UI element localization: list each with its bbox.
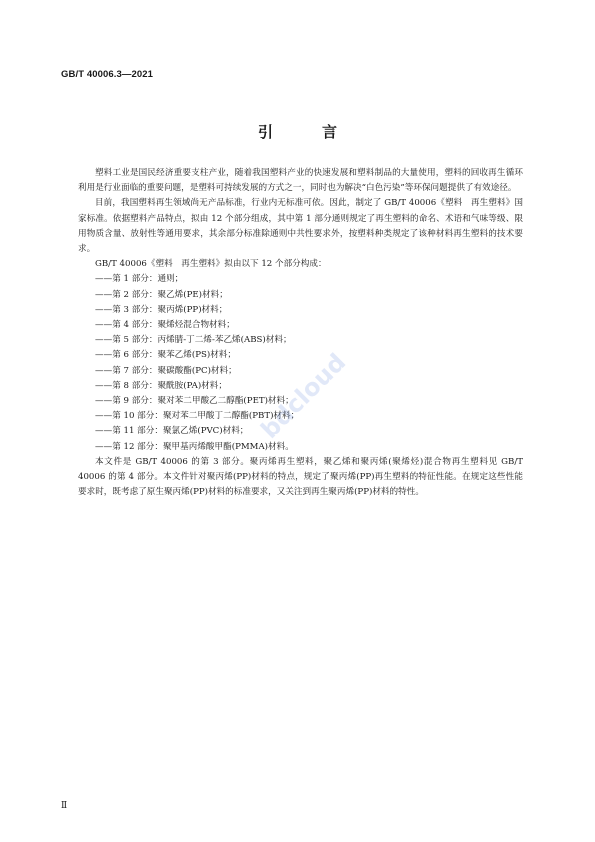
list-item: ——第 11 部分：聚氯乙烯(PVC)材料；	[95, 426, 249, 437]
list-item: ——第 7 部分：聚碳酸酯(PC)材料；	[95, 365, 237, 376]
list-item: ——第 10 部分：聚对苯二甲酸丁二醇酯(PBT)材料；	[95, 411, 300, 422]
intro-paragraph-2: 目前，我国塑料再生领域尚无产品标准，行业内无标准可依。因此，制定了 GB/T 40006《塑料 再生塑料》国家标准。依据塑料产品特点，拟由 12 个部分组成，其中第 1 部分通则规定了再生塑料的命名、术语和气味等级、限用物质含量、放射性等通用要求，其余部分标准除通则中共性要求外，按塑料种类规定了该种材料再生塑料的技术要求。	[78, 198, 523, 255]
list-item: ——第 2 部分：聚乙烯(PE)材料；	[95, 289, 228, 300]
list-item: ——第 1 部分：通则；	[95, 274, 184, 285]
intro-paragraph-3: GB/T 40006《塑料 再生塑料》拟由以下 12 个部分构成：	[95, 259, 327, 270]
intro-paragraph-4: 本文件是 GB/T 40006 的第 3 部分。聚丙烯再生塑料，聚乙烯和聚丙烯(聚烯烃)混合物再生塑料见 GB/T 40006 的第 4 部分。本文件针对聚丙烯(PP)材料的特点，规定了聚丙烯(PP)再生塑料的特征性能。在规定这些性能要求时，既考虑了原生聚丙烯(PP)材料的标准要求，又关注到再生聚丙烯(PP)材料的特性。	[78, 456, 523, 498]
document-body	[78, 166, 523, 500]
list-item: ——第 4 部分：聚烯烃混合物材料；	[95, 320, 235, 331]
list-item: ——第 5 部分：丙烯腈-丁二烯-苯乙烯(ABS)材料；	[95, 335, 292, 346]
list-item: ——第 3 部分：聚丙烯(PP)材料；	[95, 304, 228, 315]
standard-code: GB/T 40006.3—2021	[61, 69, 154, 80]
list-item: ——第 6 部分：聚苯乙烯(PS)材料；	[95, 350, 237, 361]
intro-paragraph-1: 塑料工业是国民经济重要支柱产业，随着我国塑料产业的快速发展和塑料制品的大量使用，塑料的回收再生循环利用是行业面临的重要问题，是塑料可持续发展的方式之一，同时也为解决“白色污染”等环保问题提供了有效途径。	[78, 168, 523, 194]
list-item: ——第 8 部分：聚酰胺(PA)材料；	[95, 380, 227, 391]
list-item: ——第 12 部分：聚甲基丙烯酸甲酯(PMMA)材料。	[95, 441, 294, 452]
list-item: ——第 9 部分：聚对苯二甲酸乙二醇酯(PET)材料；	[95, 396, 294, 407]
parts-list	[78, 272, 523, 454]
page-title: 引 言	[257, 123, 354, 141]
watermark-logo: bdcloud	[255, 348, 352, 444]
page-number: Ⅱ	[61, 801, 68, 811]
